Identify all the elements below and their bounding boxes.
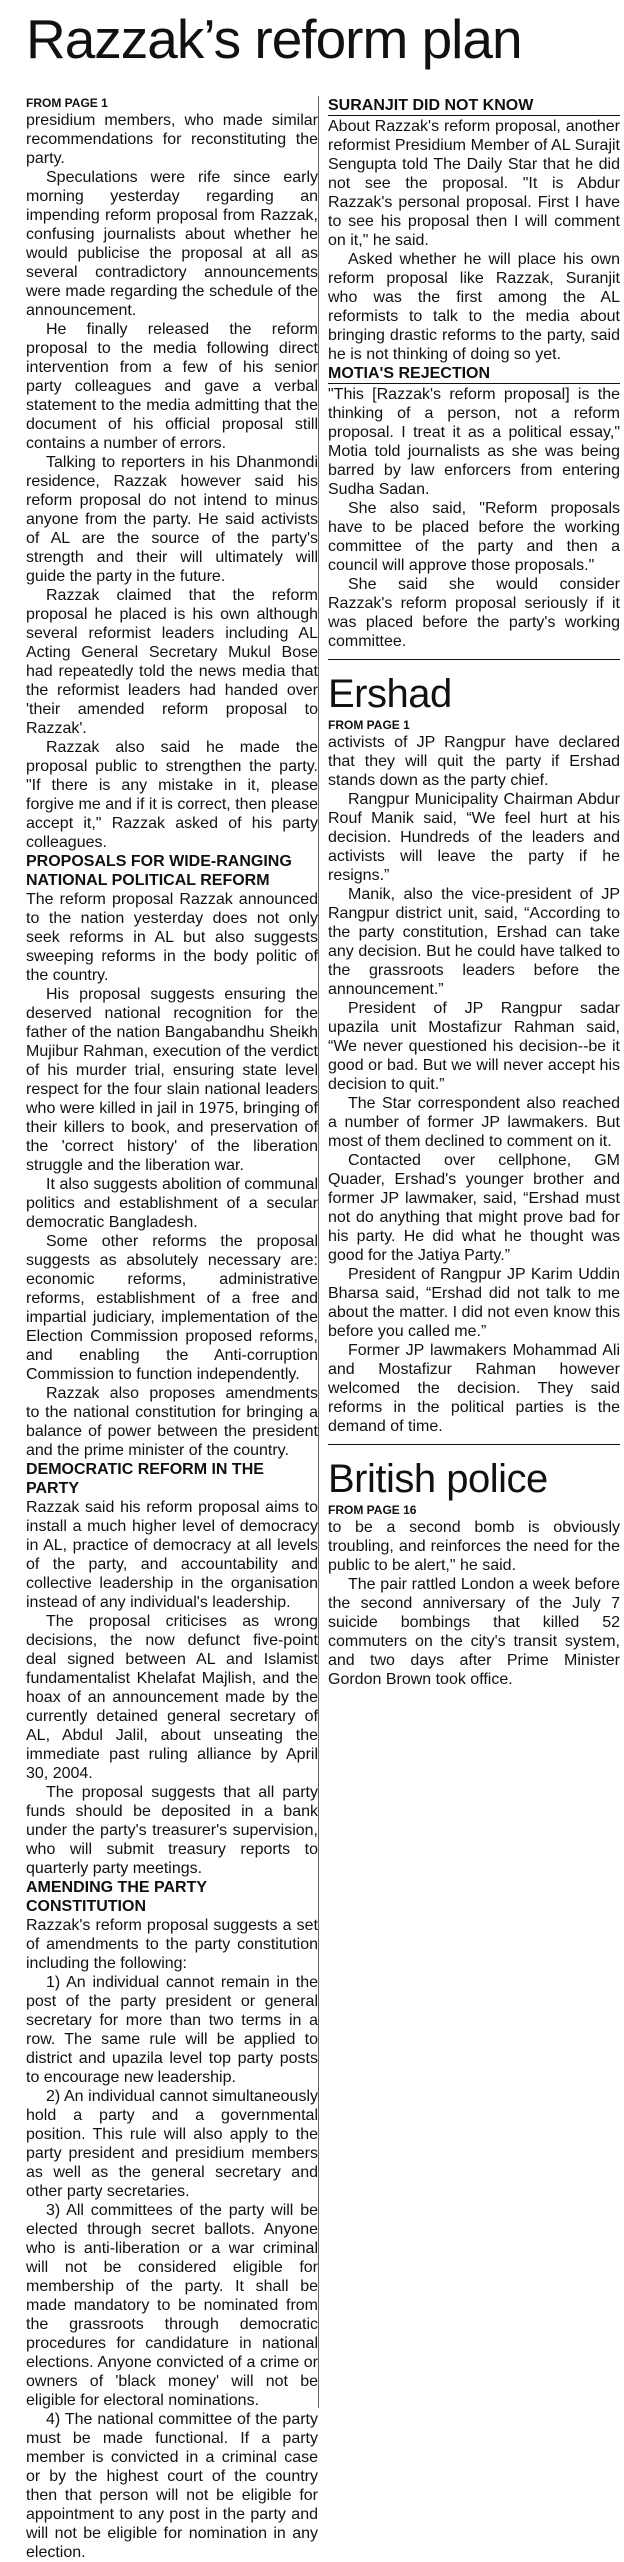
subhead-proposals: PROPOSALS FOR WIDE-RANGING NATIONAL POLITICAL REFORM bbox=[26, 853, 292, 889]
paragraph: The reform proposal Razzak announced to the nation yesterday does not only seek reforms in AL but also suggests sweeping reforms in the body politic of the country. bbox=[26, 891, 318, 984]
paragraph: About Razzak's reform proposal, another reformist Presidium Member of AL Surajit Sengupta told The Daily Star that he did not see the proposal. "It is Abdur Razzak's personal proposal. First I have to see his proposal then I will comment on it," he said. bbox=[328, 118, 620, 249]
ershad-kicker: FROM PAGE 1 bbox=[328, 718, 410, 732]
british-police-title: British police bbox=[328, 1457, 548, 1501]
paragraph: Former JP lawmakers Mohammad Ali and Mostafizur Rahman however welcomed the decision. They said reforms in the political parties is the demand of time. bbox=[328, 1342, 620, 1435]
left-column bbox=[26, 96, 318, 2561]
paragraph: Some other reforms the proposal suggests as absolutely necessary are: economic reforms, administrative reforms, establishment of a free and impartial judiciary, implementation of the Election Commission proposed reforms, and enabling the Anti-corruption Commission to function independently. bbox=[26, 1233, 318, 1383]
paragraph: to be a second bomb is obviously troubling, and reinforces the need for the public to be alert," he said. bbox=[328, 1519, 620, 1574]
british-police-paras bbox=[328, 1518, 620, 1689]
paragraph: Razzak also proposes amendments to the national constitution for bringing a balance of power between the president and the prime minister of the country. bbox=[26, 1385, 318, 1459]
paragraph: It also suggests abolition of communal politics and establishment of a secular democratic Bangladesh. bbox=[26, 1176, 318, 1231]
paragraph: President of JP Rangpur sadar upazila unit Mostafizur Rahman said, “We never questioned his decision--be it good or bad. But we will never accept his decision to quit.” bbox=[328, 1000, 620, 1093]
ershad-paras bbox=[328, 733, 620, 1436]
paragraph: 2) An individual cannot simultaneously hold a party and a governmental position. This rule will also apply to the party president and presidium members as well as the general secretary and other party secretaries. bbox=[26, 2088, 318, 2200]
paragraph: Rangpur Municipality Chairman Abdur Rouf Manik said, “We feel hurt at his decision. Hundreds of the leaders and activists will leave the party if he resigns.” bbox=[328, 791, 620, 884]
paragraph: Razzak also said he made the proposal public to strengthen the party. "If there is any mistake in it, please forgive me and if it is correct, then please accept it," Razzak asked of his party colleagues. bbox=[26, 739, 318, 851]
paragraph: Contacted over cellphone, GM Quader, Ershad's younger brother and former JP lawmaker, said, “Ershad must not do anything that might prove bad for his party. He did what he thought was good for the Jatiya Party.” bbox=[328, 1152, 620, 1264]
column-divider bbox=[318, 96, 319, 2408]
subhead-motia: MOTIA'S REJECTION bbox=[328, 364, 620, 384]
paragraph: Speculations were rife since early morning yesterday regarding an impending reform proposal from Razzak, confusing journalists about whether he would publicise the proposal at all as several contradictory announcements were made regarding the schedule of the announcement. bbox=[26, 169, 318, 319]
main-kicker: FROM PAGE 1 bbox=[26, 96, 108, 110]
subhead-suranjit: SURANJIT DID NOT KNOW bbox=[328, 96, 620, 116]
paragraph: She also said, "Reform proposals have to be placed before the working committee of the party and then a council will approve those proposals." bbox=[328, 500, 620, 574]
paragraph: activists of JP Rangpur have declared that they will quit the party if Ershad stands down as the party chief. bbox=[328, 734, 620, 789]
headline: Razzak’s reform plan bbox=[26, 8, 522, 70]
main-paras-d bbox=[26, 1916, 318, 2562]
paragraph: President of Rangpur JP Karim Uddin Bharsa said, “Ershad did not talk to me about the matter. I did not even know this before you called me.” bbox=[328, 1266, 620, 1340]
paragraph: The pair rattled London a week before the second anniversary of the July 7 suicide bombings that killed 52 commuters on the city's transit system, and two days after Prime Minister Gordon Brown took office. bbox=[328, 1576, 620, 1688]
main-paras-e bbox=[328, 117, 620, 364]
right-column bbox=[328, 96, 620, 2408]
paragraph: 1) An individual cannot remain in the post of the party president or general secretary for more than two terms in a row. The same rule will be applied to district and upazila level top party posts to encourage new leadership. bbox=[26, 1974, 318, 2086]
main-paras-f bbox=[328, 385, 620, 651]
paragraph: He finally released the reform proposal to the media following direct intervention from a few of his senior party colleagues and gave a verbal statement to the media admitting that the document of his official proposal still contains a number of errors. bbox=[26, 321, 318, 452]
ershad-section bbox=[328, 659, 620, 1436]
paragraph: Razzak claimed that the reform proposal he placed is his own although several reformist leaders including AL Acting General Secretary Mukul Bose had repeatedly told the news media that the reformist leaders had handed over 'their amended reform proposal to Razzak'. bbox=[26, 587, 318, 737]
paragraph: She said she would consider Razzak's reform proposal seriously if it was placed before the party's working committee. bbox=[328, 576, 620, 650]
paragraph: 3) All committees of the party will be elected through secret ballots. Anyone who is anti-liberation or a war criminal will not be considered eligible for membership of the party. It shall be made mandatory to be nominated from the grassroots through democratic procedures for candidature in national elections. Anyone convicted of a crime or owners of 'black money' will not be eligible for electoral nominations. bbox=[26, 2202, 318, 2409]
paragraph: presidium members, who made similar recommendations for reconstituting the party. bbox=[26, 112, 318, 167]
british-police-kicker: FROM PAGE 16 bbox=[328, 1503, 417, 1517]
paragraph: "This [Razzak's reform proposal] is the thinking of a person, not a reform proposal. I treat it as a political essay," Motia told journalists as she was being barred by law enforcers from entering Sudha Sadan. bbox=[328, 386, 620, 498]
paragraph: The proposal criticises as wrong decisions, the now defunct five-point deal signed between AL and Islamist fundamentalist Khelafat Majlish, and the hoax of an announcement made by the currently detained general secretary of AL, Abdul Jalil, about unseating the immediate past ruling alliance by April 30, 2004. bbox=[26, 1613, 318, 1782]
paragraph: The Star correspondent also reached a number of former JP lawmakers. But most of them declined to comment on it. bbox=[328, 1095, 620, 1150]
paragraph: Talking to reporters in his Dhanmondi residence, Razzak however said his reform proposal do not intend to minus anyone from the party. He said activists of AL are the source of the party's strength and their will ultimately will guide the party in the future. bbox=[26, 454, 318, 585]
main-paras-a bbox=[26, 111, 318, 852]
subhead-democratic-reform: DEMOCRATIC REFORM IN THE PARTY bbox=[26, 1461, 264, 1497]
main-paras-c bbox=[26, 1498, 318, 1878]
paragraph: Razzak's reform proposal suggests a set of amendments to the party constitution including the following: bbox=[26, 1917, 318, 1972]
main-paras-b bbox=[26, 890, 318, 1460]
british-police-section bbox=[328, 1444, 620, 1689]
paragraph: Manik, also the vice-president of JP Rangpur district unit, said, “According to the party constitution, Ershad can take any decision. But he could have talked to the grassroots leaders before the announcement.” bbox=[328, 886, 620, 998]
paragraph: Asked whether he will place his own reform proposal like Razzak, Suranjit who was the first among the AL reformists to talk to the media about bringing drastic reforms to the party, said he is not thinking of doing so yet. bbox=[328, 251, 620, 363]
paragraph: 4) The national committee of the party must be made functional. If a party member is convicted in a criminal case or by the highest court of the country then that person will not be eligible for appointment to any post in the party and will not be eligible for nomination in any election. bbox=[26, 2411, 318, 2561]
ershad-title: Ershad bbox=[328, 672, 452, 716]
paragraph: His proposal suggests ensuring the deserved national recognition for the father of the nation Bangabandhu Sheikh Mujibur Rahman, execution of the verdict of his murder trial, ensuring state level respect for the four slain national leaders who were killed in jail in 1975, bringing of their killers to book, and preservation of the 'correct history' of the liberation struggle and the liberation war. bbox=[26, 986, 318, 1174]
paragraph: The proposal suggests that all party funds should be deposited in a bank under the party's treasurer's supervision, who will submit treasury reports to quarterly party meetings. bbox=[26, 1784, 318, 1877]
subhead-amending-constitution: AMENDING THE PARTY CONSTITUTION bbox=[26, 1879, 207, 1915]
paragraph: Razzak said his reform proposal aims to install a much higher level of democracy in AL, practice of democracy at all levels of the party, and accountability and collective leadership in the organisation instead of any individual's leadership. bbox=[26, 1499, 318, 1611]
